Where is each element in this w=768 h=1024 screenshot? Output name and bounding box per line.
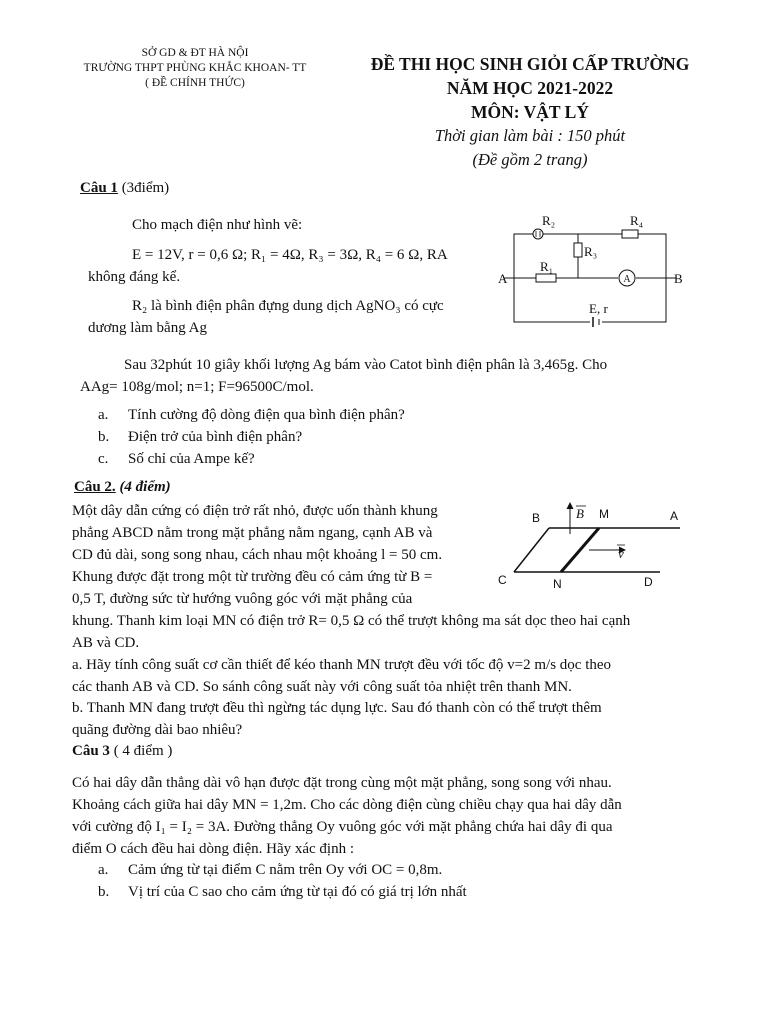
corner-b-label: B	[532, 511, 541, 525]
r2-cell-icon	[533, 229, 543, 239]
q1-item-b-text: Điện trở của bình điện phân?	[128, 429, 303, 445]
q1-item-a-text: Tính cường độ dòng điện qua bình điện phân?	[128, 407, 405, 423]
r3-label: R₃	[584, 244, 598, 259]
q1-item-c	[98, 448, 255, 470]
q2-points: (4 điểm)	[115, 479, 171, 495]
q3-line-4: điểm O cách đều hai dòng điện. Hãy xác định :	[72, 841, 354, 857]
q1-text-7: AAg= 108g/mol; n=1; F=96500C/mol.	[80, 379, 314, 395]
title-line-1: ĐỀ THI HỌC SINH GIỎI CẤP TRƯỜNG	[370, 54, 690, 74]
r2-label: R₂	[542, 213, 556, 228]
corner-c-label: C	[498, 573, 507, 587]
q1-heading	[80, 180, 169, 197]
q3-line-2: Khoảng cách giữa hai dây MN = 1,2m. Cho các dòng điện cùng chiều chạy qua hai dây dẫn	[72, 797, 622, 813]
q3-line-3: với cường độ I₁ = I₂ = 3A. Đường thẳng Oy vuông góc với mặt phẳng chứa hai dây đi qua	[72, 819, 613, 835]
q2-line-2: phẳng ABCD nằm trong mặt phẳng nằm ngang, cạnh AB và	[72, 525, 433, 541]
q1-item-a	[98, 404, 405, 426]
q3-item-a-text: Cảm ứng từ tại điểm C nằm trên Oy với OC = 0,8m.	[128, 862, 443, 878]
rail-figure	[494, 500, 694, 592]
circuit-diagram	[498, 210, 698, 332]
q1-points: (3điểm)	[117, 180, 170, 196]
q1-text-4: R₂ là bình điện phân đựng dung dịch AgNO₃ có cực	[132, 298, 444, 314]
title-line-2: NĂM HỌC 2021-2022	[446, 78, 614, 98]
q1-item-c-text: Số chỉ của Ampe kế?	[128, 451, 255, 467]
q3-points: ( 4 điểm )	[109, 743, 173, 759]
q2-b-line-1: b. Thanh MN đang trượt đều thì ngừng tác dụng lực. Sau đó thanh còn có thể trượt thêm	[72, 700, 602, 716]
q3-body	[72, 772, 622, 860]
exam-time: Thời gian làm bài : 150 phút	[434, 126, 626, 145]
r4-label: R₄	[630, 213, 644, 228]
q3-line-1: Có hai dây dẫn thẳng dài vô hạn được đặt trong cùng một mặt phẳng, song song với nhau.	[72, 775, 612, 791]
b-vector-label: B	[576, 506, 584, 521]
school-line-3: ( ĐỀ CHÍNH THỨC)	[145, 77, 245, 89]
q2-a-line-1: a. Hãy tính công suất cơ cần thiết để kéo thanh MN trượt đều với tốc độ v=2 m/s dọc theo	[72, 657, 612, 673]
q1-text-3: không đáng kể.	[88, 269, 181, 285]
q2-b-line-2: quãng đường dài bao nhiêu?	[72, 722, 243, 738]
q3-item-b-mark: b.	[98, 884, 110, 900]
point-n-label: N	[553, 577, 562, 591]
school-info	[70, 46, 320, 91]
q2-label: Câu 2.	[74, 479, 116, 495]
q2-part-b	[72, 697, 602, 741]
q1-text-2: E = 12V, r = 0,6 Ω; R₁ = 4Ω, R₃ = 3Ω, R₄ = 6 Ω, RA	[132, 247, 448, 263]
q1-item-b	[98, 426, 302, 448]
exam-title	[340, 52, 720, 172]
q1-label: Câu 1	[80, 180, 118, 196]
q3-label: Câu 3	[72, 743, 110, 759]
corner-d-label: D	[644, 575, 653, 589]
exam-pages: (Đề gồm 2 trang)	[472, 150, 588, 169]
node-b-label: B	[674, 271, 683, 286]
r4-resistor	[622, 230, 638, 238]
q2-line-6: khung. Thanh kim loại MN có điện trở R= 0,5 Ω có thể trượt không ma sát dọc theo hai cạnh	[72, 613, 631, 629]
school-line-2: TRƯỜNG THPT PHÙNG KHẮC KHOAN- TT	[83, 62, 307, 74]
point-m-label: M	[599, 507, 609, 521]
q1-item-b-mark: b.	[98, 429, 110, 445]
source-label: E, r	[589, 301, 608, 316]
title-line-3: MÔN: VẬT LÝ	[471, 102, 589, 122]
q3-item-a	[98, 859, 442, 881]
q2-heading	[74, 479, 171, 496]
q3-item-a-mark: a.	[98, 862, 109, 878]
node-a-label: A	[498, 271, 508, 286]
corner-a-label: A	[670, 509, 679, 523]
q2-line-7: AB và CD.	[72, 635, 140, 651]
q1-item-c-mark: c.	[98, 451, 109, 467]
q3-heading	[72, 743, 172, 760]
school-line-1: SỞ GD & ĐT HÀ NỘI	[141, 47, 249, 59]
q3-item-b-text: Vị trí của C sao cho cảm ứng từ tại đó có giá trị lớn nhất	[128, 884, 467, 900]
q2-line-5: 0,5 T, đường sức từ hướng vuông góc với mặt phẳng của	[72, 591, 413, 607]
q1-text-6: Sau 32phút 10 giây khối lượng Ag bám vào Catot bình điện phân là 3,465g. Cho	[124, 357, 608, 373]
q1-item-a-mark: a.	[98, 407, 109, 423]
q3-item-b	[98, 881, 467, 903]
q2-line-3: CD đủ dài, song song nhau, cách nhau một khoảng l = 50 cm.	[72, 547, 443, 563]
r1-resistor	[536, 274, 556, 282]
q2-part-a	[72, 654, 611, 698]
q2-a-line-2: các thanh AB và CD. So sánh công suất này với công suất tỏa nhiệt trên thanh MN.	[72, 679, 572, 695]
q2-line-4: Khung được đặt trong một từ trường đều có cảm ứng từ B =	[72, 569, 433, 585]
r3-resistor	[574, 243, 582, 257]
q1-text-5: dương làm bằng Ag	[88, 320, 207, 336]
v-vector-label: v	[618, 546, 624, 561]
ammeter-label: A	[623, 274, 631, 285]
q1-text-1: Cho mạch điện như hình vẽ:	[132, 217, 303, 233]
q2-line-1: Một dây dẫn cứng có điện trở rất nhỏ, được uốn thành khung	[72, 503, 438, 519]
r1-label: R₁	[540, 259, 554, 274]
